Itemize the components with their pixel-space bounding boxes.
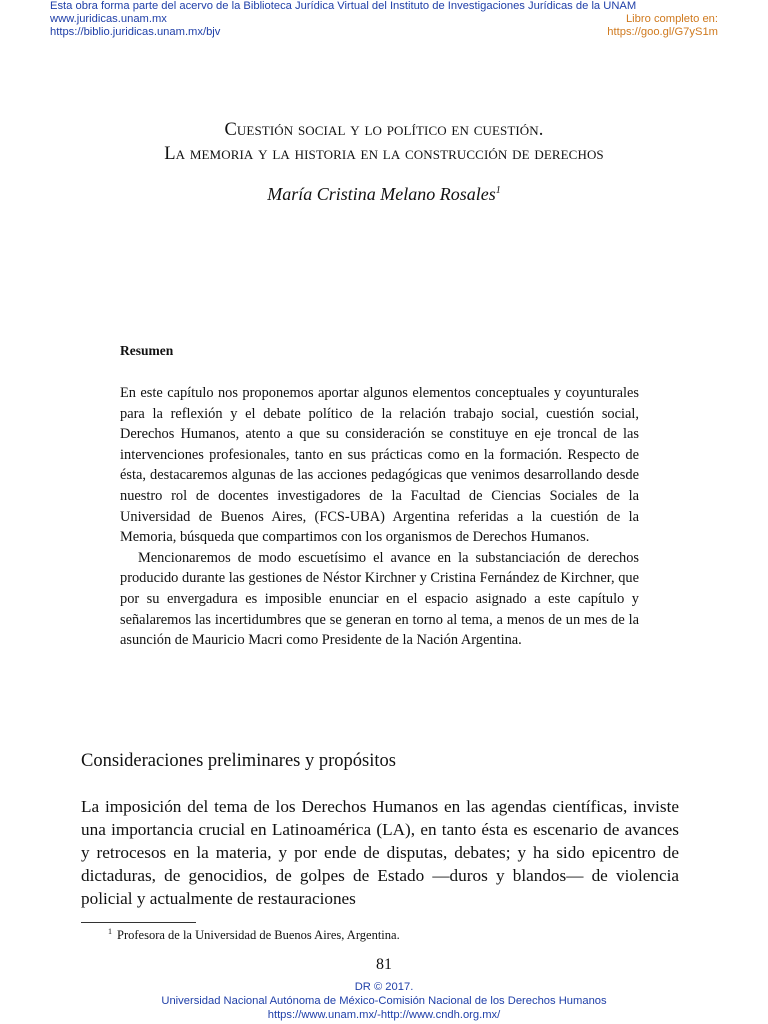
author-name: María Cristina Melano Rosales: [267, 184, 496, 204]
chapter-title: [0, 118, 768, 166]
header-credits: [50, 0, 636, 39]
footer-links[interactable]: https://www.unam.mx/-http://www.cndh.org.mx/: [267, 1009, 501, 1021]
footer-credits: [0, 980, 768, 1022]
abstract-heading: Resumen: [120, 343, 174, 358]
header-book-link: [607, 0, 718, 39]
footnote: [108, 927, 400, 943]
bjv-link[interactable]: https://biblio.juridicas.unam.mx/bjv: [50, 26, 221, 38]
full-book-link[interactable]: https://goo.gl/G7yS1m: [607, 26, 718, 38]
body-paragraph-1: La imposición del tema de los Derechos Humanos en las agendas científicas, inviste una importancia crucial en Latinoamérica (LA), en tanto ésta es escenario de avances y retrocesos en la materia, y por ende de disputas, debates; y ha sido epicentro de dictaduras, de genocidios, de golpes de Estado —duros y blandos— de violencia policial y actualmente de restauraciones: [81, 797, 679, 908]
footnote-text: Profesora de la Universidad de Buenos Aires, Argentina.: [117, 928, 400, 943]
page-number: 81: [376, 956, 392, 973]
footer-copyright: DR © 2017.: [354, 981, 414, 993]
full-book-label: Libro completo en:: [625, 13, 718, 25]
header-notice: Esta obra forma parte del acervo de la Biblioteca Jurídica Virtual del Instituto de Investigaciones Jurídicas de la UNAM: [50, 0, 637, 12]
abstract: [120, 383, 639, 651]
title-line-1: Cuestión social y lo político en cuestión.: [224, 120, 544, 140]
abstract-paragraph-2: Mencionaremos de modo escuetísimo el avance en la substanciación de derechos producido durante las gestiones de Néstor Kirchner y Cristina Fernández de Kirchner, que por su envergadura es imposible enunciar en el espacio asignado a este capítulo y señalaremos las incertidumbres que se generan en torno al tema, a menos de un mes de la asunción de Mauricio Macri como Presidente de la Nación Argentina.: [120, 549, 639, 649]
juridicas-link[interactable]: www.juridicas.unam.mx: [50, 13, 167, 25]
author: [0, 184, 768, 205]
abstract-paragraph-1: En este capítulo nos proponemos aportar algunos elementos conceptuales y coyunturales para la reflexión y el debate político de la relación trabajo social, cuestión social, Derechos Humanos, atento a que su consideración se constituye en eje troncal de las intervenciones profesionales, tanto en sus prácticas como en la formación. Respecto de ésta, destacaremos algunas de las acciones pedagógicas que venimos desarrollando desde nuestro rol de docentes investigadores de la Facultad de Ciencias Sociales de la Universidad de Buenos Aires, (FCS-UBA) Argentina referidas a la cuestión de la Memoria, búsqueda que compartimos con los organismos de Derechos Humanos.: [120, 385, 639, 546]
footer-institutions: Universidad Nacional Autónoma de México-Comisión Nacional de los Derechos Humanos: [161, 995, 607, 1007]
title-line-2: La memoria y la historia en la construcción de derechos: [164, 144, 604, 164]
author-footnote-mark[interactable]: 1: [495, 185, 501, 196]
footnote-divider: [81, 922, 196, 923]
footnote-mark: 1: [108, 927, 112, 936]
header-spacer: [607, 0, 718, 13]
body-text: [81, 795, 679, 910]
section-heading: Consideraciones preliminares y propósitos: [81, 751, 396, 771]
